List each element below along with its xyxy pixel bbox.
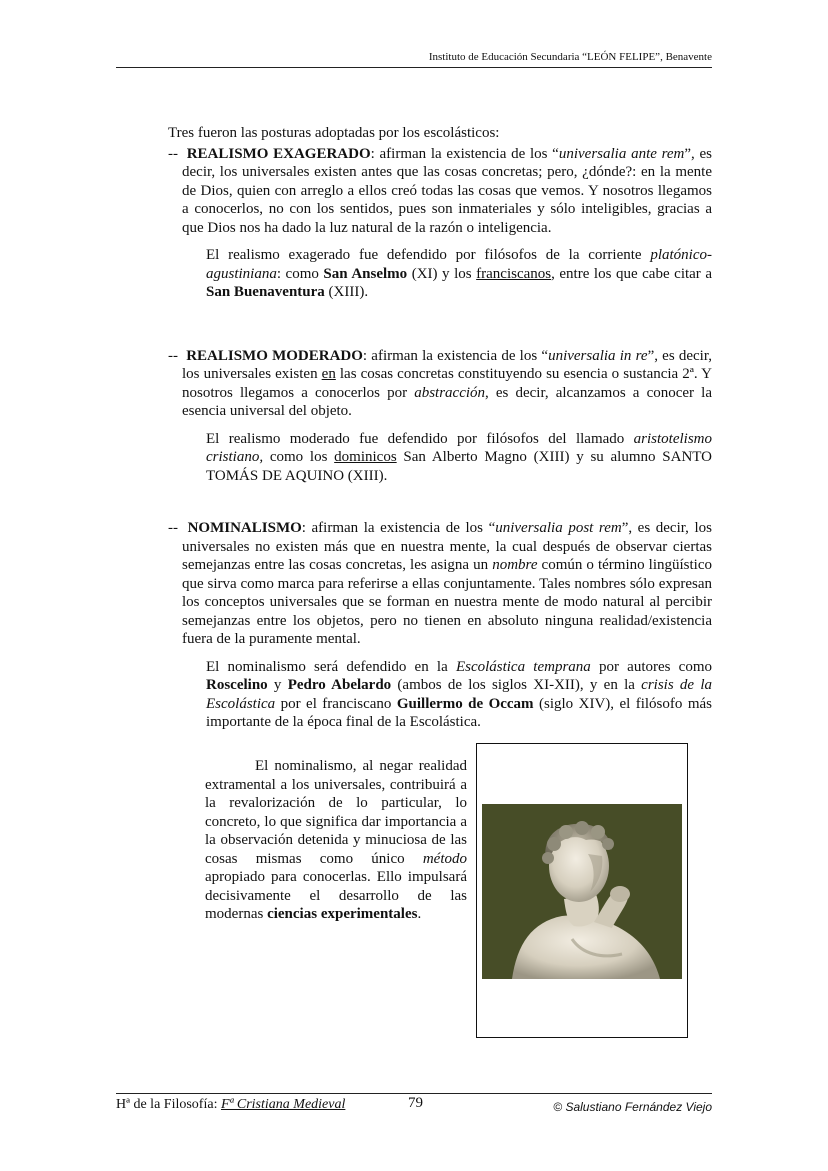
bold-name: Roscelino <box>206 677 268 693</box>
spacer <box>168 485 712 519</box>
page-header <box>116 50 712 68</box>
text-span: El realismo exagerado fue defendido por filósofos de la corriente <box>206 247 651 263</box>
bold-name: San Anselmo <box>323 265 408 282</box>
intro-text: Tres fueron las posturas adoptadas por los escolásticos: <box>168 125 500 141</box>
bold-term: ciencias experimentales <box>267 906 418 922</box>
posture-realismo-moderado <box>168 347 712 486</box>
italic-term: nombre <box>492 557 538 573</box>
text-span: las cosas concretas constituyendo su esencia o sustancia 2ª. Y nosotros llegamos a conocerlos por <box>182 366 712 401</box>
posture-defenders <box>206 658 712 732</box>
footer-subject <box>116 1096 345 1114</box>
italic-term: método <box>422 850 467 867</box>
text-span: ”, es decir, los universales existen <box>182 347 712 382</box>
list-dash: -- <box>168 520 178 536</box>
main-content <box>168 124 712 732</box>
institution-name: Instituto de Educación Secundaria “LEÓN FELIPE”, Benavente <box>428 51 712 63</box>
italic-term: aristotelismo cristiano, <box>206 430 712 465</box>
text-span: ”, es decir, los universales no existen más que en nuestra mente, la cual después de observar ciertas semejanzas entre las cosas concretas, les asigna un <box>182 520 712 573</box>
posture-defenders <box>206 430 712 486</box>
latin-term: universalia ante rem <box>558 145 685 162</box>
text-span: : afirman la existencia de los “ <box>370 145 559 162</box>
text-span: como los <box>263 449 335 465</box>
text-span: : como <box>276 265 324 282</box>
text-span: apropiado para conocerlas. Ello impulsará decisivamente el desarrollo de las modernas <box>205 869 467 922</box>
text-span: común o término lingüístico que sirva como marca para referirse a ellas conjuntamente. Tales nombres sólo expresan los conceptos universales que se forman en nuestra mente de modo natural al percibir semejanzas entre los objetos, pero no tienen en absoluto ninguna realidad/existencia fuera de la puramente mental. <box>182 557 712 647</box>
text-span: El nominalismo será defendido en la <box>206 658 456 675</box>
text-span: . <box>417 906 422 922</box>
page-footer <box>116 1093 712 1116</box>
posture-title: NOMINALISMO <box>187 520 302 536</box>
underlined-term: en <box>321 366 336 382</box>
underlined-term: franciscanos <box>476 265 552 282</box>
text-span: por el franciscano <box>275 695 397 712</box>
text-span: (XI) y los <box>407 265 477 282</box>
section-title: Fª Cristiana Medieval <box>220 1097 346 1112</box>
bold-name: San Buenaventura <box>206 284 325 300</box>
posture-defenders <box>206 246 712 302</box>
text-span: (XIII). <box>324 284 369 300</box>
statue-illustration <box>482 804 682 979</box>
subject-label: Hª de la Filosofía: <box>116 1097 221 1112</box>
text-span: , entre los que cabe citar a <box>551 265 713 282</box>
latin-term: universalia post rem <box>495 520 622 536</box>
text-span: (siglo XIV), el filósofo más importante de la época final de la Escolástica. <box>206 695 712 730</box>
italic-term: crisis de la Escolástica <box>206 677 712 712</box>
posture-nominalismo <box>168 519 712 732</box>
figure-frame <box>476 743 688 1038</box>
spacer <box>168 302 712 347</box>
david-statue-photo <box>482 804 682 979</box>
latin-term: universalia in re <box>548 347 648 364</box>
bold-name: Pedro Abelardo <box>287 677 392 693</box>
posture-realismo-exagerado <box>168 145 712 302</box>
text-span: por autores como <box>590 658 712 675</box>
italic-term: Escolástica temprana <box>455 658 591 675</box>
posture-definition <box>168 145 713 238</box>
posture-definition <box>168 519 712 649</box>
list-dash: -- <box>168 347 178 364</box>
page-number: 79 <box>408 1095 423 1111</box>
posture-title: REALISMO EXAGERADO <box>186 145 371 162</box>
posture-title: REALISMO MODERADO <box>186 347 363 364</box>
italic-term: abstracción <box>414 384 486 401</box>
text-span: y <box>267 677 288 693</box>
text-span: , es decir, alcanzamos a conocer la esencia universal del objeto. <box>182 384 712 419</box>
posture-definition <box>168 347 712 421</box>
text-span: El nominalismo, al negar realidad extramental a los universales, contribuirá a la revalorización de lo particular, lo concreto, lo que significa dar importancia a la observación detenida y minuciosa de las cosas mismas como único <box>205 758 467 867</box>
text-span: : afirman la existencia de los “ <box>362 347 549 364</box>
text-span: San Alberto Magno (XIII) y su alumno SANTO TOMÁS DE AQUINO (XIII). <box>206 449 712 484</box>
text-span: (ambos de los siglos XI-XII), y en la <box>391 677 642 693</box>
list-dash: -- <box>168 145 178 162</box>
underlined-term: dominicos <box>334 449 397 465</box>
bold-name: Guillermo de Occam <box>396 695 534 712</box>
italic-term: platónico-agustiniana <box>206 247 712 282</box>
text-span: ”, es decir, los universales existen antes que las cosas concretas; pero, ¿dónde?: en la mente de Dios, quien con arreglo a ellos creó todas las cosas que vemos. Y nosotros llegamos a conocerlos, no con los sentidos, pues son inmateriales y sólo inteligibles, gracias a que Dios nos ha dado la luz natural de la razón o inteligencia. <box>182 145 713 236</box>
nominalism-note <box>205 757 467 924</box>
footer-author: © Salustiano Fernández Viejo <box>553 1100 712 1114</box>
text-span: : afirman la existencia de los “ <box>301 520 496 536</box>
text-span: El realismo moderado fue defendido por filósofos del llamado <box>206 430 634 447</box>
